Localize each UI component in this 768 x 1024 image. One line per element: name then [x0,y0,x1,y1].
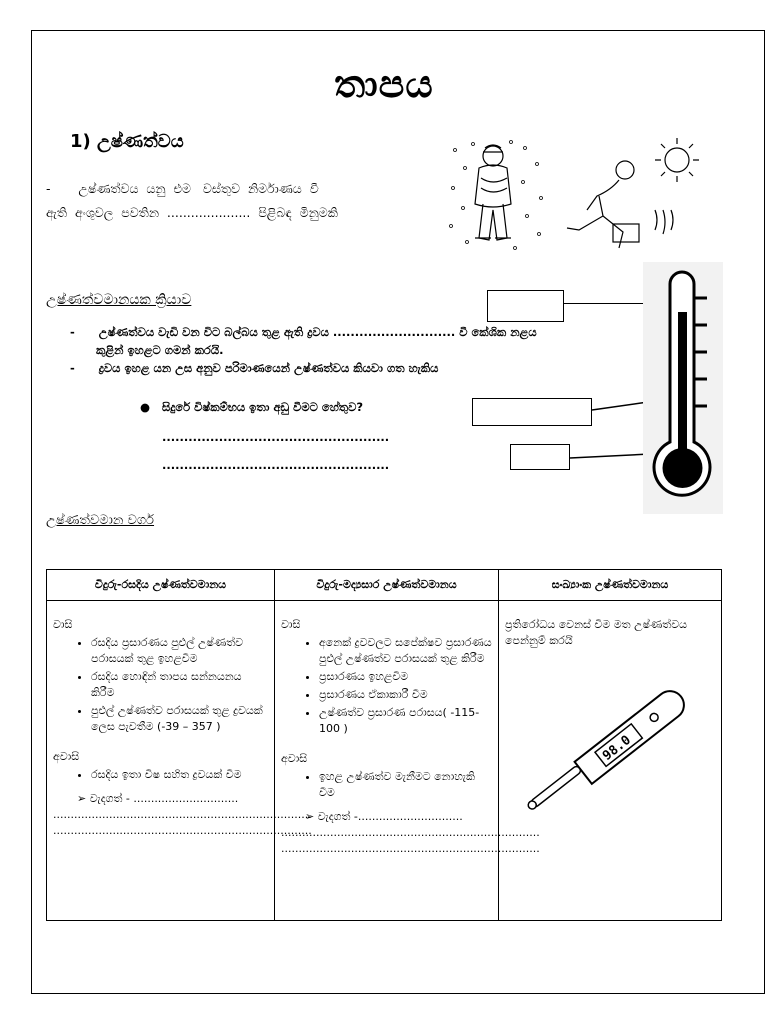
list-item: • රසදිය හොඳින් තාපය සන්නයනය කිරීම [91,669,268,701]
advantages-label: වාසි [53,618,73,631]
working-point-1-cont: කුළින් ඉහළට ගමන් කරයි. [96,343,224,357]
advantages-list [53,635,268,735]
label-box-tube[interactable] [472,398,592,426]
label-box-bulb[interactable] [510,444,570,470]
header-alcohol: විදුරු-මද්‍යසාර උෂ්ණත්වමානය [275,570,499,601]
cell-mercury [47,601,312,921]
answer-line-2: .................................................... [162,458,390,472]
disadvantages-label: අවාසි [53,750,80,763]
hot-person-illustration [555,130,705,258]
thermometer-types-table [46,569,722,921]
use-line: ➢ වැදගත් - .............................. [77,792,239,805]
list-item: • ප්‍රසාරණය ඉහළවීම [319,669,492,685]
disadvantages-list [53,767,268,783]
digital-display-reading: 98.0 [600,732,634,764]
advantages-list [281,635,492,737]
disadvantages-label: අවාසි [281,752,308,765]
disadvantages-list [281,769,492,801]
dotted-line: .......................................................................... [53,824,312,837]
list-item: • අනෙක් ද්‍රවවලට සපේක්ෂව ප්‍රසාරණය පුළුල් උෂ්ණත්ව පරාසයක් තුළ කිරීම [319,635,492,667]
header-digital: සංඛ්‍යාංක උෂ්ණත්වමානය [499,570,722,601]
working-point-1: - උෂ්ණත්වය වැඩි වන විට බල්බය තුළ ඇති ද්‍රවය ............................ වී කේශික නළය [70,325,537,339]
cell-digital [499,601,722,921]
answer-line-1: .................................................... [162,430,390,444]
liquid-thermometer-illustration [643,262,723,514]
header-mercury: විදුරු-රසදිය උෂ්ණත්වමානය [47,570,275,601]
cell-alcohol [275,601,540,921]
dotted-line: .......................................................................... [281,826,540,839]
cold-person-illustration [445,138,550,258]
list-item: • ඉහළ උෂ්ණත්ව මැනීමට නොහැකි වීම [319,769,492,801]
dotted-line: .......................................................................... [281,842,540,855]
label-box-capillary[interactable] [487,290,564,322]
list-item: • පුළුල් උෂ්ණත්ව පරාසයක් තුළ ද්‍රවයක් ලෙස පැවතීම (-39 – 357 ) [91,703,268,735]
definition-line-2: ඇති අංශුවල පවතින ..................... පිළිබඳ මිනුමකි [46,205,338,220]
list-item: • උෂ්ණත්ව ප්‍රසාරණ පරාසය( -115- 100 ) [319,705,492,737]
digital-thermometer-illustration [505,667,705,837]
page-title: තාපය [334,62,434,106]
section-heading-thermometer-types: උෂ්ණත්වමාන වර්ග [46,513,155,528]
section-heading-thermometer-working: උෂ්ණත්වමානයක ක්‍රියාව [46,292,192,308]
use-line: ➢ වැදගත් -.............................. [305,810,463,823]
definition-line-1: - උෂ්ණත්වය යනු එම වස්තුව නිර්මාණය වී [46,181,319,196]
list-item: • රසදිය ප්‍රසාරණය පුළුල් උෂ්ණත්ව පරාසයක් තුළ ඉහළවීම [91,635,268,667]
digital-description: ප්‍රතිරෝධය වෙනස් වීම මත උෂ්ණත්වය පෙන්නුම් කරයි [505,618,688,647]
list-item: • ප්‍රසාරණය ඒකාකාරී වීම [319,687,492,703]
working-point-2: - ද්‍රවය ඉහළ යන උස අනුව පරිමාණයෙන් උෂ්ණත්වය කියවා ගත හැකිය [70,361,439,375]
list-item: • රසදිය ඉතා විෂ සහිත ද්‍රවයක් වීම [91,767,268,783]
question-bullet-icon: ● [140,400,151,414]
section-heading-temperature: 1) උෂ්ණත්වය [70,131,184,152]
question-text: සිදුරේ විෂ්කම්භය ඉතා අඩු වීමට හේතුව? [162,400,364,414]
dotted-line: .......................................................................... [53,808,312,821]
advantages-label: වාසි [281,618,301,631]
